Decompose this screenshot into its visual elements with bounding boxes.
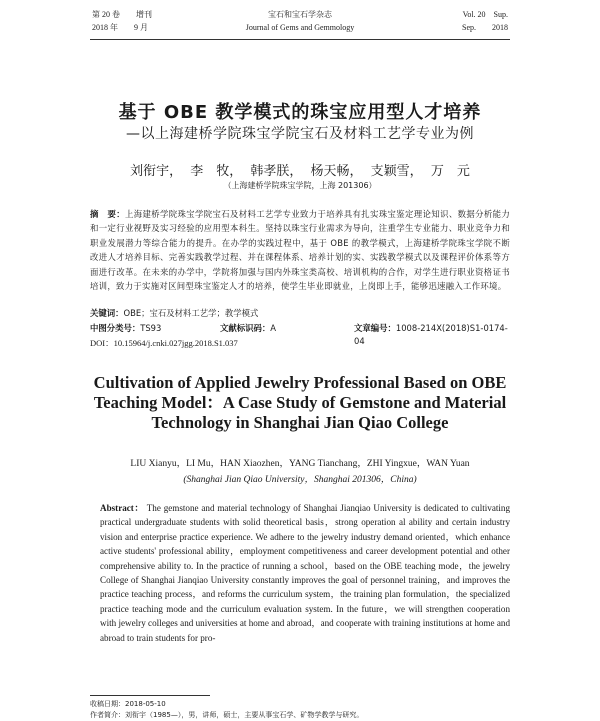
keywords-cn-label: 关键词：	[90, 308, 124, 318]
article-number	[354, 322, 510, 348]
doc-code-value: A	[270, 323, 276, 333]
header-divider	[90, 39, 510, 40]
header-date-cn: 2018 年 9 月	[92, 23, 148, 32]
abstract-cn-label: 摘 要：	[90, 209, 126, 219]
keywords-cn-text: OBE；宝石及材料工艺学；教学模式	[123, 308, 259, 318]
header-issue-cn	[92, 8, 152, 34]
running-header	[0, 8, 600, 38]
header-volume-en: Vol. 20 Sup.	[462, 10, 508, 19]
abstract-cn-text: 上海建桥学院珠宝学院宝石及材料工艺学专业致力于培养具有扎实珠宝鉴定理论知识、数据分析能力和一定行业视野及实习经验的应用型本科生。坚持以珠宝行业需求为导向，注重学生专业能力、职业竞争力和职业发展潜力等综合能力的提升。在办学的实践过程中，基于 OBE 的教学模式，上海建桥学院珠宝学院不断改进人才培养目标、完善实践教学过程、并在课程体系、培养计划的实、实践教学模式以及课程评价体系等方面进行改革。在未来的办学中，学院将加强与国内外珠宝类高校、培训机构的合作，对学生进行职业资格证书培训，致力于实施对区间型珠宝鉴定人才的培养，使学生毕业即就业，上岗即上手，能够迅速融入工作环境。	[90, 209, 510, 292]
clc-value: TS93	[140, 323, 162, 333]
abstract-en	[100, 501, 510, 645]
title-en: Cultivation of Applied Jewelry Professional Based on OBE Teaching Model：A Case Study of Gemstone and Material Technology in Shanghai Jian Qiao College	[93, 373, 507, 432]
affiliation-cn: （上海建桥学院珠宝学院，上海 201306）	[223, 181, 377, 190]
header-volume-cn: 第 20 卷 增刊	[92, 10, 152, 19]
authors-cn: 刘衔宇， 李 牧， 韩孝朕， 杨天畅， 支颖雪， 万 元	[130, 164, 470, 179]
header-date-en: Sep. 2018	[462, 23, 508, 32]
article-number-value: 1008-214X(2018)S1-0174-04	[354, 323, 508, 346]
authors-en: LIU Xianyu，LI Mu，HAN Xiaozhen，YANG Tianchang，ZHI Yingxue，WAN Yuan	[130, 459, 470, 469]
doi: DOI：10.15964/j.cnki.027jgg.2018.S1.037	[90, 338, 238, 348]
header-issue-en	[462, 8, 508, 34]
clc-number	[90, 322, 161, 335]
keywords-cn	[90, 307, 510, 320]
abstract-cn	[90, 207, 510, 293]
document-code	[220, 322, 276, 335]
footnote-author-bio: 作者简介：刘衔宇（1985—），男，讲师，硕士，主要从事宝石学、矿物学教学与研究。	[90, 711, 364, 719]
article-number-label: 文章编号：	[354, 323, 396, 333]
footnote-received: 收稿日期：2018-05-10	[90, 700, 166, 708]
footnote-divider	[90, 695, 210, 696]
clc-label: 中图分类号：	[90, 323, 141, 333]
header-journal-en: Journal of Gems and Gemmology	[245, 23, 355, 32]
abstract-en-text: The gemstone and material technology of Shanghai Jianqiao University is dedicated to cultivating practical undergraduate students with solid theoretical basis，strong operation al ability and certain industry vision and enterprise practice experience. We adhere to the jewelry industry demand oriented，which enhance active students' professional ability，employment competitiveness and career development potential and other comprehensive ability to. In the practice of running a school，based on the OBE teaching mode，the jewelry College of Shanghai Jianqiao University constantly improves the goal of personnel training，and improves the practice teaching process，and reforms the curriculum system，the training plan formulation，the specialized practice teaching mode and the curriculum evaluation system. In the future，we will strengthen cooperation with jewelry colleges and universities at home and abroad，and cooperate with training institutions at home and abroad to train students for pro-	[100, 503, 511, 643]
subtitle-cn: —以上海建桥学院珠宝学院宝石及材料工艺学专业为例	[126, 126, 474, 142]
affiliation-en: (Shanghai Jian Qiao University，Shanghai 201306，China)	[183, 475, 417, 485]
header-journal	[180, 8, 420, 34]
header-journal-cn: 宝石和宝石学杂志	[268, 10, 332, 19]
doc-code-label: 文献标识码：	[220, 323, 271, 333]
title-cn: 基于 OBE 教学模式的珠宝应用型人才培养	[118, 102, 482, 123]
abstract-en-label: Abstract：	[100, 503, 145, 513]
